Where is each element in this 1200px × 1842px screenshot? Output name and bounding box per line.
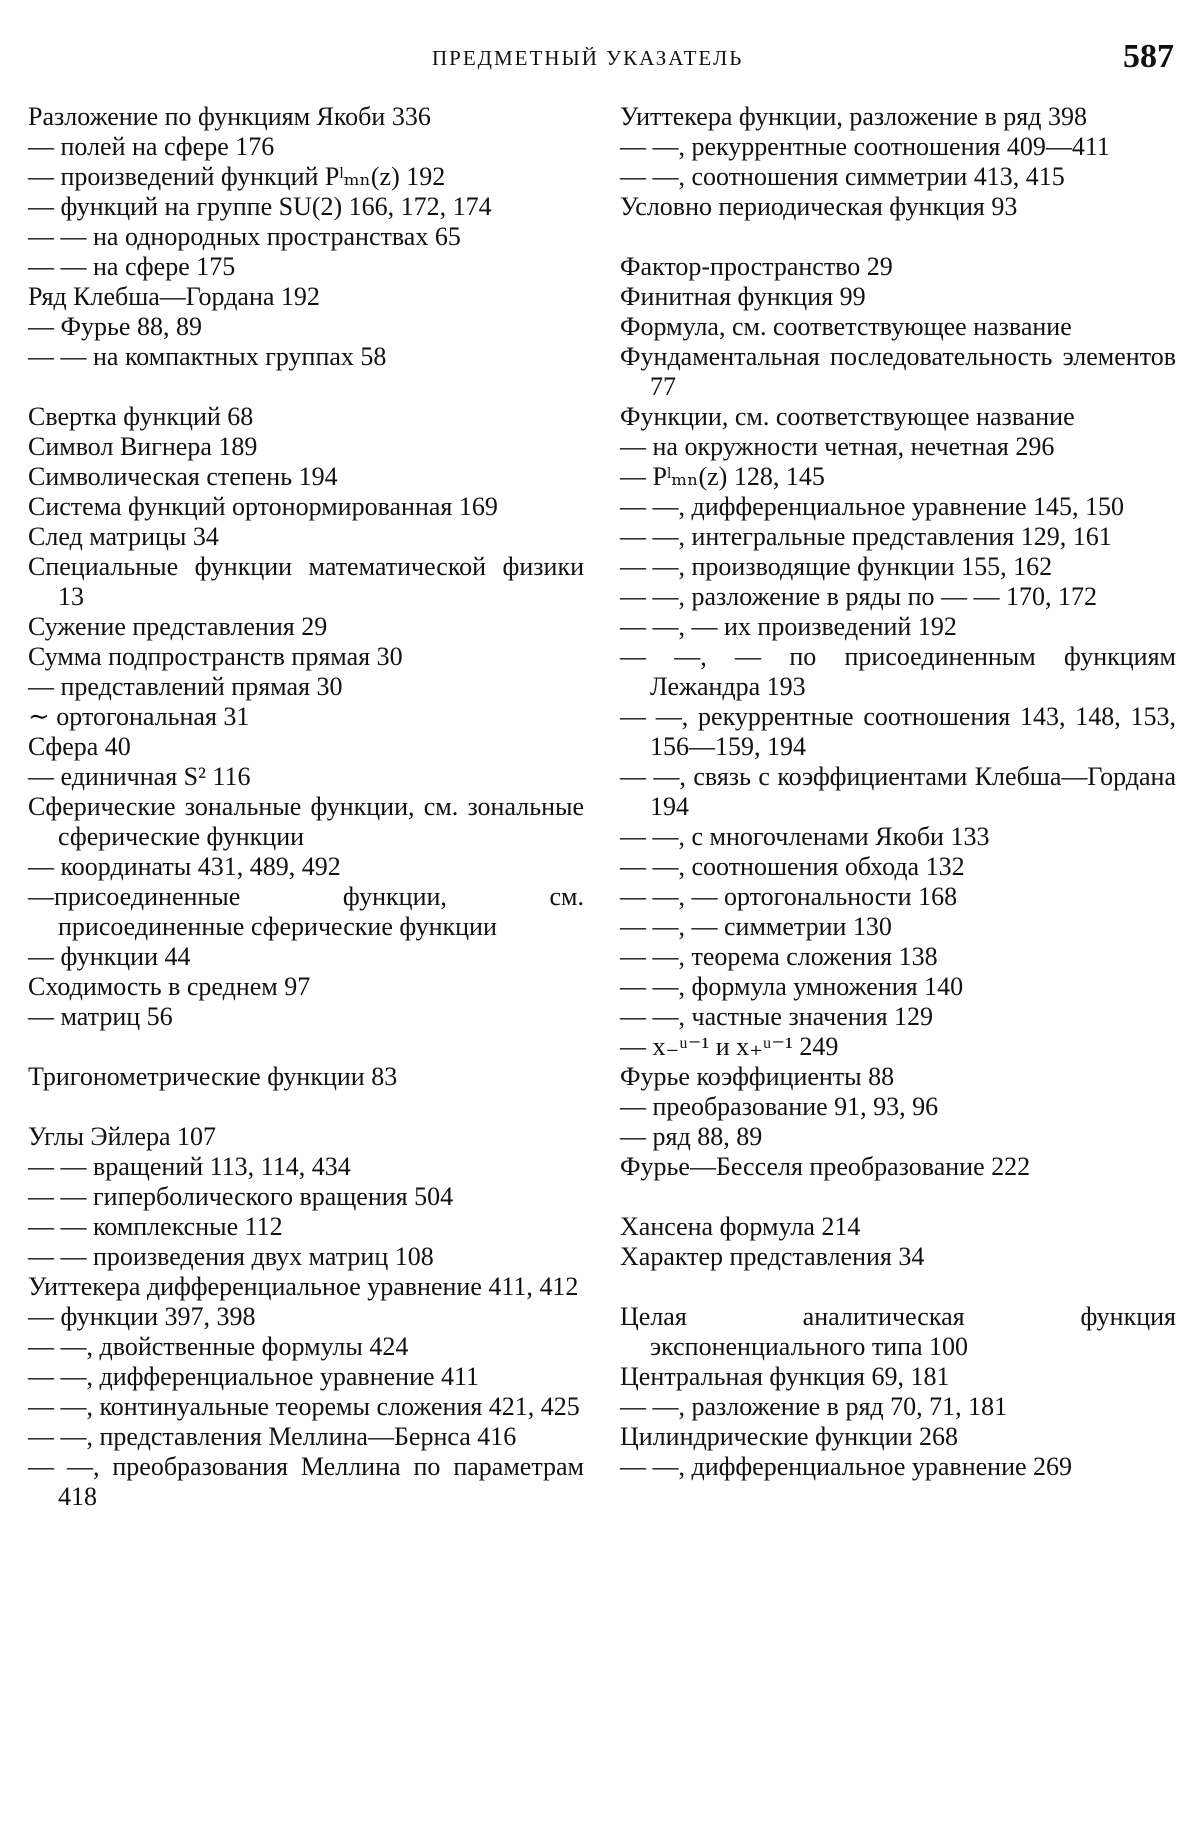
page-header (0, 38, 1200, 82)
page-number: 587 (1123, 38, 1174, 75)
section-gap (620, 1182, 1176, 1212)
index-entry: — —, представления Меллина—Бернса 416 (28, 1422, 517, 1451)
section-gap (28, 1092, 584, 1122)
index-entry: — преобразование 91, 93, 96 (620, 1092, 939, 1121)
section-gap (28, 1032, 584, 1062)
index-entry: — —, дифференциальное уравнение 411 (28, 1362, 480, 1391)
index-entry: — координаты 431, 489, 492 (28, 852, 341, 881)
index-entry: — ряд 88, 89 (620, 1122, 763, 1151)
index-entry: Центральная функция 69, 181 (620, 1362, 950, 1391)
index-entry: — —, — ортогональности 168 (620, 882, 958, 911)
index-entry: — представлений прямая 30 (28, 672, 343, 701)
index-entry: Сужение представления 29 (28, 612, 328, 641)
index-entry: — —, интегральные представления 129, 161 (620, 522, 1112, 551)
index-entry: — —, соотношения обхода 132 (620, 852, 965, 881)
index-entry: — —, формула умножения 140 (620, 972, 964, 1001)
index-entry: — — гиперболического вращения 504 (28, 1182, 454, 1211)
index-entry: — x₋ᵘ⁻¹ и x₊ᵘ⁻¹ 249 (620, 1032, 839, 1061)
index-entry: — —, дифференциальное уравнение 145, 150 (620, 492, 1125, 521)
index-entry: — —, связь с коэффициентами Клебша—Гордана 194 (620, 762, 1176, 821)
index-entry: Фундаментальная последовательность элементов 77 (620, 342, 1176, 401)
index-entry: Характер представления 34 (620, 1242, 925, 1271)
index-entry: Символическая степень 194 (28, 462, 338, 491)
index-entry: Символ Вигнера 189 (28, 432, 258, 461)
index-entry: — —, рекуррентные соотношения 143, 148, 153, 156—159, 194 (620, 702, 1176, 761)
index-entry: Сфера 40 (28, 732, 131, 761)
index-entry: Цилиндрические функции 268 (620, 1422, 959, 1451)
index-entry: — функции 397, 398 (28, 1302, 256, 1331)
index-entry: Специальные функции математической физики 13 (28, 552, 584, 611)
index-entry: — —, двойственные формулы 424 (28, 1332, 409, 1361)
index-entry: — —, — по присоединенным функциям Лежандра 193 (620, 642, 1176, 701)
index-entry: — — вращений 113, 114, 434 (28, 1152, 351, 1181)
index-entry: — произведений функций Pˡₘₙ(z) 192 (28, 162, 446, 191)
index-entry: Целая аналитическая функция экспоненциального типа 100 (620, 1302, 1176, 1361)
index-entry: Условно периодическая функция 93 (620, 192, 1018, 221)
index-entry: — —, — симметрии 130 (620, 912, 892, 941)
index-entry: — —, разложение в ряд 70, 71, 181 (620, 1392, 1008, 1421)
index-entry: ∼ ортогональная 31 (28, 702, 250, 731)
index-entry: Разложение по функциям Якоби 336 (28, 102, 431, 131)
index-entry: Ряд Клебша—Гордана 192 (28, 282, 320, 311)
index-entry: — — на однородных пространствах 65 (28, 222, 461, 251)
section-gap (28, 372, 584, 402)
index-entry: — Pˡₘₙ(z) 128, 145 (620, 462, 825, 491)
index-entry: Функции, см. соответствующее название (620, 402, 1075, 431)
index-entry: Тригонометрические функции 83 (28, 1062, 398, 1091)
index-entry: — — на компактных группах 58 (28, 342, 387, 371)
index-entry: — полей на сфере 176 (28, 132, 275, 161)
index-entry: — — произведения двух матриц 108 (28, 1242, 434, 1271)
index-column-left (28, 102, 584, 1512)
index-entry: — —, с многочленами Якоби 133 (620, 822, 990, 851)
index-entry: — —, — их произведений 192 (620, 612, 957, 641)
index-entry: — —, частные значения 129 (620, 1002, 934, 1031)
index-entry: Фактор-пространство 29 (620, 252, 893, 281)
index-entry: — —, дифференциальное уравнение 269 (620, 1452, 1073, 1481)
index-entry: Свертка функций 68 (28, 402, 254, 431)
index-entry: —присоединенные функции, см. присоединенные сферические функции (28, 882, 584, 941)
index-entry: Углы Эйлера 107 (28, 1122, 217, 1151)
index-entry: Фурье коэффициенты 88 (620, 1062, 895, 1091)
index-entry: Хансена формула 214 (620, 1212, 861, 1241)
index-entry: — Фурье 88, 89 (28, 312, 202, 341)
index-entry: Уиттекера функции, разложение в ряд 398 (620, 102, 1087, 131)
index-entry: — матриц 56 (28, 1002, 173, 1031)
index-entry: — — комплексные 112 (28, 1212, 283, 1241)
index-entry: — функции 44 (28, 942, 191, 971)
index-entry: — —, континуальные теоремы сложения 421, 425 (28, 1392, 580, 1421)
index-entry: Сходимость в среднем 97 (28, 972, 311, 1001)
index-entry: Система функций ортонормированная 169 (28, 492, 498, 521)
index-entry: — —, рекуррентные соотношения 409—411 (620, 132, 1110, 161)
section-gap (620, 222, 1176, 252)
running-title: ПРЕДМЕТНЫЙ УКАЗАТЕЛЬ (432, 46, 744, 70)
index-entry: Уиттекера дифференциальное уравнение 411, 412 (28, 1272, 579, 1301)
index-entry: — —, разложение в ряды по — — 170, 172 (620, 582, 1098, 611)
index-entry: — —, производящие функции 155, 162 (620, 552, 1053, 581)
index-entry: — — на сфере 175 (28, 252, 236, 281)
index-entry: Сферические зональные функции, см. зональные сферические функции (28, 792, 584, 851)
index-entry: — —, преобразования Меллина по параметрам 418 (28, 1452, 584, 1511)
index-entry: — единичная S² 116 (28, 762, 251, 791)
section-gap (620, 1272, 1176, 1302)
index-column-right (620, 102, 1176, 1482)
index-entry: Фурье—Бесселя преобразование 222 (620, 1152, 1031, 1181)
index-entry: Финитная функция 99 (620, 282, 866, 311)
index-entry: Формула, см. соответствующее название (620, 312, 1072, 341)
index-entry: — —, теорема сложения 138 (620, 942, 938, 971)
index-entry: — —, соотношения симметрии 413, 415 (620, 162, 1065, 191)
index-entry: Сумма подпространств прямая 30 (28, 642, 403, 671)
index-entry: След матрицы 34 (28, 522, 219, 551)
index-entry: — на окружности четная, нечетная 296 (620, 432, 1055, 461)
index-entry: — функций на группе SU(2) 166, 172, 174 (28, 192, 492, 221)
